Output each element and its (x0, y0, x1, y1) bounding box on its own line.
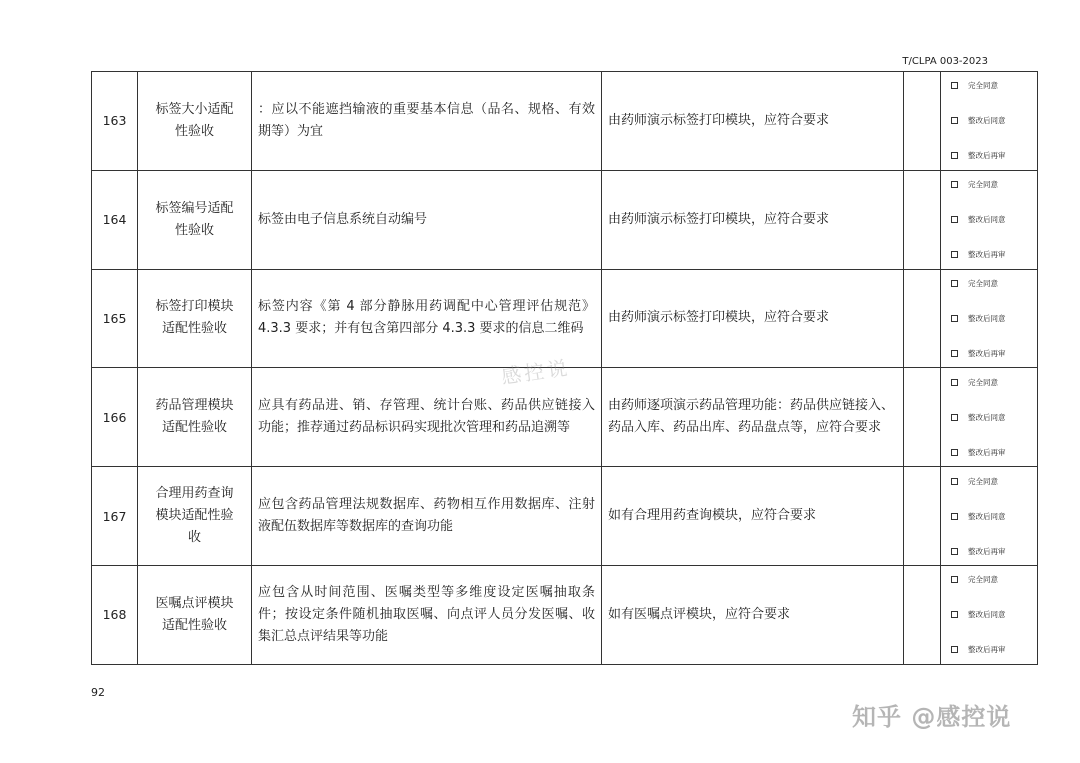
item-method: 由药师逐项演示药品管理功能：药品供应链接入、药品入库、药品出库、药品盘点等，应符合要求 (602, 368, 904, 467)
option-label: 整改后同意 (968, 215, 1006, 225)
option-label: 完全同意 (968, 476, 998, 486)
review-option[interactable] (951, 277, 1037, 289)
page-number: 92 (91, 686, 105, 699)
item-number: 167 (92, 467, 138, 566)
checkbox[interactable] (951, 478, 958, 485)
checkbox[interactable] (951, 82, 958, 89)
option-label: 整改后再审 (968, 546, 1006, 556)
item-name-line: 性验收 (174, 222, 214, 238)
item-method: 由药师演示标签打印模块，应符合要求 (602, 269, 904, 368)
checkbox[interactable] (951, 152, 958, 159)
review-option[interactable] (951, 150, 1037, 162)
option-label: 整改后再审 (968, 645, 1006, 655)
option-label: 完全同意 (968, 180, 998, 190)
item-name-line: 适配性验收 (161, 321, 227, 337)
item-method: 如有医嘱点评模块，应符合要求 (602, 565, 904, 664)
checkbox[interactable] (951, 513, 958, 520)
checkbox[interactable] (951, 646, 958, 653)
option-label: 完全同意 (968, 81, 998, 91)
item-number: 163 (92, 72, 138, 171)
review-option[interactable] (951, 545, 1037, 557)
review-option[interactable] (951, 411, 1037, 423)
review-option[interactable] (951, 644, 1037, 656)
item-number: 166 (92, 368, 138, 467)
table-row (92, 565, 1038, 664)
review-option[interactable] (951, 249, 1037, 261)
blank-cell (904, 565, 941, 664)
option-label: 整改后再审 (968, 250, 1006, 260)
watermark-center: 感控说 (499, 355, 572, 389)
item-name-line: 性验收 (174, 123, 214, 139)
item-requirement: 应具有药品进、销、存管理、统计台账、药品供应链接入功能；推荐通过药品标识码实现批次管理和药品追溯等 (252, 368, 602, 467)
review-option[interactable] (951, 179, 1037, 191)
checkbox[interactable] (951, 216, 958, 223)
item-name (138, 368, 252, 467)
review-option[interactable] (951, 347, 1037, 359)
review-options (941, 269, 1038, 368)
checkbox[interactable] (951, 576, 958, 583)
item-name (138, 565, 252, 664)
item-name (138, 170, 252, 269)
item-method: 由药师演示标签打印模块，应符合要求 (602, 72, 904, 171)
checkbox[interactable] (951, 117, 958, 124)
review-options (941, 368, 1038, 467)
table-row (92, 72, 1038, 171)
item-name-line: 标签打印模块 (155, 299, 234, 315)
review-option[interactable] (951, 312, 1037, 324)
review-option[interactable] (951, 510, 1037, 522)
item-requirement: ：应以不能遮挡输液的重要基本信息（品名、规格、有效期等）为宜 (252, 72, 602, 171)
table-row (92, 467, 1038, 566)
checkbox[interactable] (951, 251, 958, 258)
option-label: 整改后同意 (968, 116, 1006, 126)
standard-code: T/CLPA 003-2023 (902, 56, 988, 67)
blank-cell (904, 72, 941, 171)
review-options (941, 565, 1038, 664)
item-name-line: 模块适配性验 (155, 508, 234, 524)
checkbox[interactable] (951, 315, 958, 322)
item-requirement: 标签内容《第 4 部分静脉用药调配中心管理评估规范》4.3.3 要求；并有包含第四部分 4.3.3 要求的信息二维码 (252, 269, 602, 368)
option-label: 整改后同意 (968, 610, 1006, 620)
review-option[interactable] (951, 574, 1037, 586)
option-label: 完全同意 (968, 278, 998, 288)
blank-cell (904, 170, 941, 269)
checkbox[interactable] (951, 379, 958, 386)
item-name (138, 467, 252, 566)
option-label: 整改后再审 (968, 447, 1006, 457)
item-number: 165 (92, 269, 138, 368)
item-requirement: 标签由电子信息系统自动编号 (252, 170, 602, 269)
review-option[interactable] (951, 446, 1037, 458)
item-method: 由药师演示标签打印模块，应符合要求 (602, 170, 904, 269)
item-requirement: 应包含从时间范围、医嘱类型等多维度设定医嘱抽取条件；按设定条件随机抽取医嘱、向点评人员分发医嘱、收集汇总点评结果等功能 (252, 565, 602, 664)
item-name-line: 合理用药查询 (155, 486, 234, 502)
item-name (138, 269, 252, 368)
item-name-line: 药品管理模块 (155, 398, 234, 414)
review-option[interactable] (951, 609, 1037, 621)
checkbox[interactable] (951, 611, 958, 618)
item-name-line: 标签大小适配 (155, 101, 234, 117)
review-option[interactable] (951, 214, 1037, 226)
item-requirement: 应包含药品管理法规数据库、药物相互作用数据库、注射液配伍数据库等数据库的查询功能 (252, 467, 602, 566)
item-name-line: 标签编号适配 (155, 200, 234, 216)
checkbox[interactable] (951, 449, 958, 456)
item-name-line: 收 (187, 530, 201, 546)
blank-cell (904, 368, 941, 467)
watermark-corner: 知乎 @感控说 (852, 703, 1012, 731)
review-option[interactable] (951, 80, 1037, 92)
checkbox[interactable] (951, 280, 958, 287)
item-number: 164 (92, 170, 138, 269)
item-name-line: 适配性验收 (161, 617, 227, 633)
item-number: 168 (92, 565, 138, 664)
option-label: 整改后再审 (968, 151, 1006, 161)
blank-cell (904, 269, 941, 368)
option-label: 完全同意 (968, 377, 998, 387)
review-option[interactable] (951, 115, 1037, 127)
option-label: 整改后再审 (968, 348, 1006, 358)
checkbox[interactable] (951, 414, 958, 421)
option-label: 整改后同意 (968, 412, 1006, 422)
blank-cell (904, 467, 941, 566)
checkbox[interactable] (951, 548, 958, 555)
table-row (92, 368, 1038, 467)
item-method: 如有合理用药查询模块，应符合要求 (602, 467, 904, 566)
checkbox[interactable] (951, 350, 958, 357)
review-options (941, 170, 1038, 269)
review-option[interactable] (951, 475, 1037, 487)
item-name-line: 适配性验收 (161, 420, 227, 436)
item-name (138, 72, 252, 171)
checkbox[interactable] (951, 181, 958, 188)
review-option[interactable] (951, 376, 1037, 388)
item-name-line: 医嘱点评模块 (155, 595, 234, 611)
review-options (941, 467, 1038, 566)
option-label: 整改后同意 (968, 511, 1006, 521)
table-row (92, 170, 1038, 269)
option-label: 整改后同意 (968, 313, 1006, 323)
review-options (941, 72, 1038, 171)
option-label: 完全同意 (968, 575, 998, 585)
